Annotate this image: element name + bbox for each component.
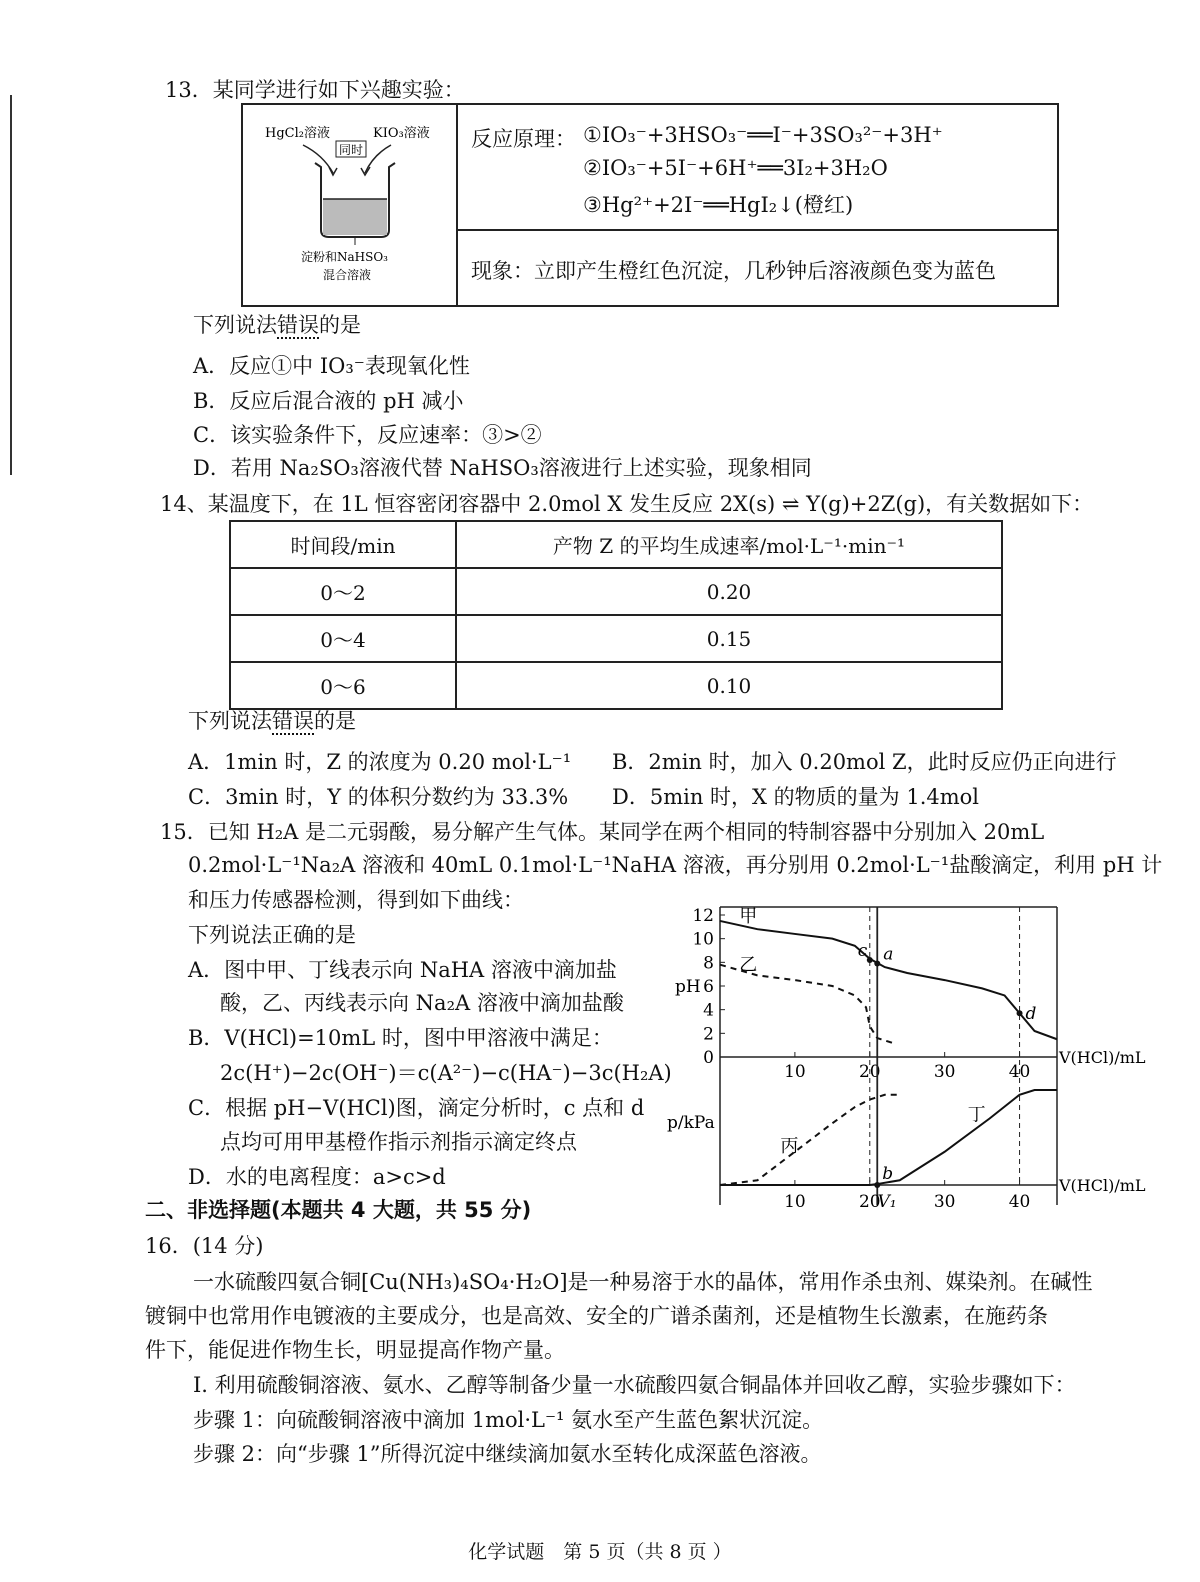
q14-option-c: C．3min 时，Y 的体积分数约为 33.3% xyxy=(188,785,569,809)
x-tick-label: 30 xyxy=(933,1062,956,1082)
titration-chart xyxy=(665,900,1155,1230)
x-axis-label: V(HCl)/mL xyxy=(1059,1048,1146,1067)
q15-option-a-1: A．图中甲、丁线表示向 NaHA 溶液中滴加盐 xyxy=(188,958,617,982)
label-kio3: KIO₃溶液 xyxy=(373,126,430,141)
table-cell: 0～2 xyxy=(230,568,456,615)
x-tick-label: 40 xyxy=(1008,1192,1031,1212)
section-2-heading: 二、非选择题(本题共 4 大题，共 55 分) xyxy=(145,1198,532,1222)
series-label: 乙 xyxy=(739,954,758,976)
equation-3: ③Hg²⁺+2I⁻══HgI₂↓(橙红) xyxy=(583,193,854,217)
q14-ask: 下列说法错误的是 xyxy=(188,709,356,733)
q14-option-b: B．2min 时，加入 0.20mol Z，此时反应仍正向进行 xyxy=(612,750,1117,774)
table-cell: 0～4 xyxy=(230,615,456,662)
x-tick-label: 10 xyxy=(784,1062,806,1082)
q15-stem-3: 和压力传感器检测，得到如下曲线： xyxy=(188,888,524,912)
point-label: c xyxy=(857,940,868,961)
label-mix1: 淀粉和NaHSO₃ xyxy=(301,250,388,264)
table-cell: 0.15 xyxy=(456,615,1002,662)
page-footer: 化学试题 第 5 页（共 8 页 ） xyxy=(468,1541,732,1563)
q13-stem: 13．某同学进行如下兴趣实验： xyxy=(165,78,465,102)
q16-head: 16．(14 分) xyxy=(145,1234,264,1258)
q13-ask: 下列说法错误的是 xyxy=(193,313,361,337)
table-header: 产物 Z 的平均生成速率/mol·L⁻¹·min⁻¹ xyxy=(456,521,1002,568)
point-label: a xyxy=(883,944,894,965)
q15-option-b-2: 2c(H⁺)−2c(OH⁻)＝c(A²⁻)−c(HA⁻)−3c(H₂A) xyxy=(220,1061,672,1085)
point-label: d xyxy=(1025,1004,1037,1025)
point-c xyxy=(867,957,873,963)
q13-option-c: C．该实验条件下，反应速率：③>② xyxy=(193,423,542,447)
q15-stem-2: 0.2mol·L⁻¹Na₂A 溶液和 40mL 0.1mol·L⁻¹NaHA 溶液，再分别用 0.2mol·L⁻¹盐酸滴定，利用 pH 计 xyxy=(188,853,1163,877)
q15-option-c-1: C．根据 pH−V(HCl)图，滴定分析时，c 点和 d xyxy=(188,1096,645,1120)
q15-option-a-2: 酸，乙、丙线表示向 Na₂A 溶液中滴加盐酸 xyxy=(220,991,624,1015)
point-a xyxy=(874,961,880,967)
q15-option-c-2: 点均可用甲基橙作指示剂指示滴定终点 xyxy=(220,1130,577,1154)
q14-stem: 14、某温度下，在 1L 恒容密闭容器中 2.0mol X 发生反应 2X(s) ⇌ Y(g)+2Z(g)，有关数据如下： xyxy=(160,492,1094,516)
q15-option-b-1: B．V(HCl)=10mL 时，图中甲溶液中满足： xyxy=(188,1026,613,1050)
x-axis-label: V(HCl)/mL xyxy=(1059,1176,1146,1195)
label-mix2: 混合溶液 xyxy=(323,268,372,282)
y-tick-label: 6 xyxy=(703,977,714,997)
x-tick-label: V₁ xyxy=(877,1192,897,1212)
q15-stem-1: 15．已知 H₂A 是二元弱酸，易分解产生气体。某同学在两个相同的特制容器中分别加入 20mL xyxy=(160,820,1045,844)
beaker-figure xyxy=(243,105,455,303)
table-header: 时间段/min xyxy=(230,521,456,568)
y-tick-label: 4 xyxy=(703,1000,714,1021)
point-b xyxy=(874,1182,880,1188)
table-cell: 0.10 xyxy=(456,662,1002,709)
equation-1: ①IO₃⁻+3HSO₃⁻══I⁻+3SO₃²⁻+3H⁺ xyxy=(583,123,943,147)
principle-label: 反应原理： xyxy=(471,127,576,151)
series-label: 甲 xyxy=(739,906,758,928)
phenomenon: 现象：立即产生橙红色沉淀，几秒钟后溶液颜色变为蓝色 xyxy=(471,259,996,283)
series-label: 丁 xyxy=(967,1104,986,1126)
q13-option-b: B．反应后混合液的 pH 减小 xyxy=(193,389,464,413)
y-tick-label: 0 xyxy=(703,1048,714,1068)
x-tick-label: 20 xyxy=(858,1062,881,1082)
series-line-甲 xyxy=(720,921,1057,1039)
y-tick-label: 10 xyxy=(692,929,714,950)
table-cell: 0.20 xyxy=(456,568,1002,615)
point-d xyxy=(1017,1010,1023,1016)
point-label: b xyxy=(882,1164,894,1184)
y-axis-label: pH xyxy=(675,977,701,997)
q16-step-1: 步骤 1：向硫酸铜溶液中滴加 1mol·L⁻¹ 氨水至产生蓝色絮状沉淀。 xyxy=(193,1408,824,1432)
x-tick-label: 40 xyxy=(1008,1062,1031,1082)
y-tick-label: 12 xyxy=(692,906,714,926)
q15-option-d: D．水的电离程度：a>c>d xyxy=(188,1165,446,1189)
q16-para-1: 一水硫酸四氨合铜[Cu(NH₃)₄SO₄·H₂O]是一种易溶于水的晶体，常用作杀虫剂、媒染剂。在碱性 xyxy=(193,1270,1093,1294)
series-line-乙 xyxy=(720,965,892,1043)
q13-option-a: A．反应①中 IO₃⁻表现氧化性 xyxy=(193,354,470,378)
q16-para-4: I. 利用硫酸铜溶液、氨水、乙醇等制备少量一水硫酸四氨合铜晶体并回收乙醇，实验步骤如下： xyxy=(193,1373,1076,1397)
equation-2: ②IO₃⁻+5I⁻+6H⁺══3I₂+3H₂O xyxy=(583,156,888,180)
q14-option-a: A．1min 时，Z 的浓度为 0.20 mol·L⁻¹ xyxy=(188,750,572,774)
series-label: 丙 xyxy=(780,1135,799,1157)
q16-step-2: 步骤 2：向“步骤 1”所得沉淀中继续滴加氨水至转化成深蓝色溶液。 xyxy=(193,1442,822,1466)
x-tick-label: 30 xyxy=(933,1192,956,1212)
q13-box xyxy=(241,103,1059,307)
q15-ask: 下列说法正确的是 xyxy=(188,923,356,947)
series-line-丙 xyxy=(720,1095,900,1185)
x-tick-label: 10 xyxy=(784,1192,806,1212)
y-tick-label: 8 xyxy=(703,953,714,974)
q16-para-3: 件下，能促进作物生长，明显提高作物产量。 xyxy=(145,1338,565,1362)
y-axis-label: p/kPa xyxy=(667,1113,715,1133)
q14-option-d: D．5min 时，X 的物质的量为 1.4mol xyxy=(612,785,979,809)
q16-para-2: 镀铜中也常用作电镀液的主要成分，也是高效、安全的广谱杀菌剂，还是植物生长激素，在施药条 xyxy=(145,1304,1048,1328)
y-tick-label: 2 xyxy=(703,1024,714,1045)
q13-option-d: D．若用 Na₂SO₃溶液代替 NaHSO₃溶液进行上述实验，现象相同 xyxy=(193,456,812,480)
table-cell: 0～6 xyxy=(230,662,456,709)
scan-margin-line xyxy=(10,95,12,475)
label-hgcl2: HgCl₂溶液 xyxy=(265,126,330,141)
label-tongshi: 同时 xyxy=(339,143,364,157)
q14-table xyxy=(229,520,1003,710)
x-tick-label: 20 xyxy=(858,1192,881,1212)
